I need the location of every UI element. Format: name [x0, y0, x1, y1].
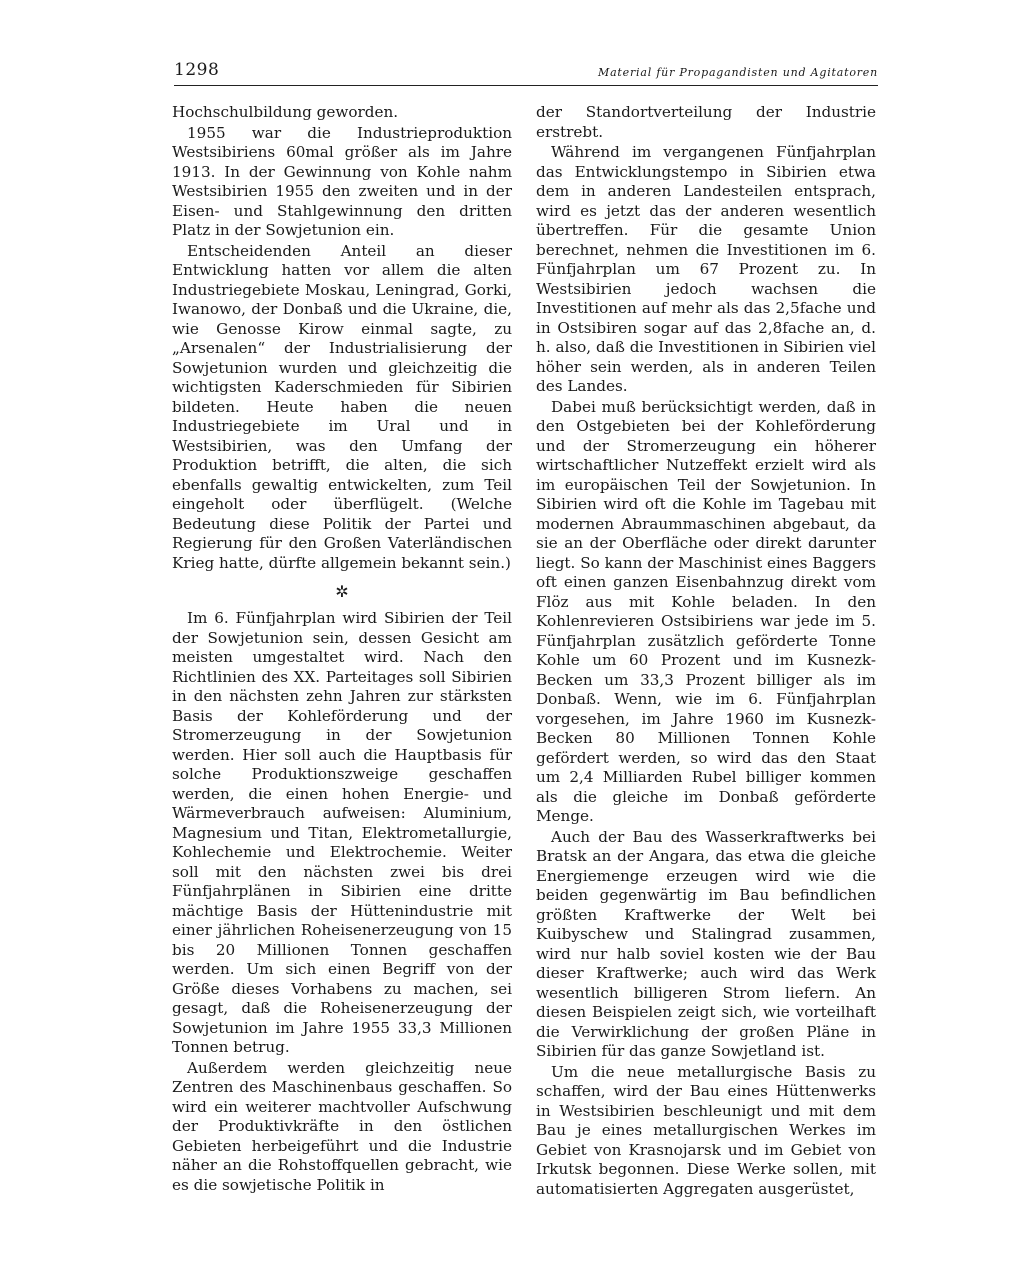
paragraph: Entscheidenden Anteil an dieser Entwicklung hatten vor allem die alten Industriegebiete Moskau, Leningrad, Gorki, Iwanowo, der Donbaß und die Ukraine, die, wie Genosse Kirow einmal sagte, zu „Arsenalen“ der Industrialisierung der Sowjetunion wurden und gleichzeitig die wichtigsten Kaderschmieden für Sibirien bildeten. Heute haben die neuen Industriegebiete im Ural und in Westsibirien, was den Umfang der Produktion betrifft, die alten, die sich ebenfalls gewaltig entwickelten, zum Teil eingeholt oder überflügelt. (Welche Bedeutung diese Politik der Partei und Regierung für den Großen Vaterländischen Krieg hatte, dürfte allgemein bekannt sein.)	[172, 241, 512, 572]
paragraph: der Standortverteilung der Industrie erstrebt.	[536, 103, 876, 141]
header-rule	[174, 85, 878, 86]
paragraph: Außerdem werden gleichzeitig neue Zentren des Maschinenbaus geschaffen. So wird ein weiterer machtvoller Aufschwung der Produktivkräfte in den östlichen Gebieten herbeigeführt und die Industrie näher an die Rohstoffquellen gebracht, wie es die sowjetische Politik in	[172, 1058, 512, 1194]
paragraph: Auch der Bau des Wasserkraftwerks bei Bratsk an der Angara, das etwa die gleiche Energiemenge erzeugen wird wie die beiden gegenwärtig im Bau befindlichen größten Kraftwerke der Welt bei Kuibyschew und Stalingrad zusammen, wird nur halb soviel kosten wie der Bau dieser Kraftwerke; auch wird das Werk wesentlich billigeren Strom liefern. An diesen Beispielen zeigt sich, wie vorteilhaft die Verwirklichung der großen Pläne in Sibirien für das ganze Sowjetland ist.	[536, 827, 876, 1060]
paragraph: Um die neue metallurgische Basis zu schaffen, wird der Bau eines Hüttenwerks in Westsibirien beschleunigt und mit dem Bau je eines metallurgischen Werkes im Gebiet von Krasnojarsk und im Gebiet von Irkutsk begonnen. Diese Werke sollen, mit automatisierten Aggregaten ausgerüstet,	[536, 1062, 876, 1198]
paragraph: Während im vergangenen Fünfjahrplan das Entwicklungstempo in Sibirien etwa dem in anderen Landesteilen entsprach, wird es jetzt das der anderen wesentlich übertreffen. Für die gesamte Union berechnet, nehmen die Investitionen im 6. Fünfjahrplan um 67 Prozent zu. In Westsibirien jedoch wachsen die Investitionen auf mehr als das 2,5fache und in Ostsibiren sogar auf das 2,8fache an, d. h. also, daß die Investitionen in Sibirien viel höher sein werden, als in anderen Teilen des Landes.	[536, 143, 876, 395]
left-column	[172, 103, 512, 1195]
paragraph: Dabei muß berücksichtigt werden, daß in den Ostgebieten bei der Kohleförderung und der Stromerzeugung ein höherer wirtschaftlicher Nutzeffekt erzielt wird als im europäischen Teil der Sowjetunion. In Sibirien wird oft die Kohle im Tagebau mit modernen Abraummaschinen abgebaut, da sie an der Oberfläche oder direkt darunter liegt. So kann der Maschinist eines Baggers oft einen ganzen Eisenbahnzug direkt vom Flöz aus mit Kohle beladen. In den Kohlenrevieren Ostsibiriens war jede im 5. Fünfjahrplan zusätzlich geförderte Tonne Kohle um 60 Prozent und im Kusnezk-Becken um 33,3 Prozent billiger als im Donbaß. Wenn, wie im 6. Fünfjahrplan vorgesehen, im Jahre 1960 im Kusnezk-Becken 80 Millionen Tonnen Kohle gefördert werden, so wird das den Staat um 2,4 Milliarden Rubel billiger kommen als die gleiche im Donbaß geförderte Menge.	[536, 397, 876, 825]
page-number: 1298	[174, 60, 220, 80]
running-title: Material für Propagandisten und Agitatoren	[598, 66, 878, 79]
paragraph: 1955 war die Industrieproduktion Westsibiriens 60mal größer als im Jahre 1913. In der Gewinnung von Kohle nahm Westsibirien 1955 den zweiten und in der Eisen- und Stahlgewinnung den dritten Platz in der Sowjetunion ein.	[172, 123, 512, 239]
paragraph: Im 6. Fünfjahrplan wird Sibirien der Teil der Sowjetunion sein, dessen Gesicht am meisten umgestaltet wird. Nach den Richtlinien des XX. Parteitages soll Sibirien in den nächsten zehn Jahren zur stärksten Basis der Kohleförderung und der Stromerzeugung in der Sowjetunion werden. Hier soll auch die Hauptbasis für solche Produktionszweige geschaffen werden, die einen hohen Energie- und Wärmeverbrauch aufweisen: Aluminium, Magnesium und Titan, Elektrometallurgie, Kohlechemie und Elektrochemie. Weiter soll mit den nächsten zwei bis drei Fünfjahrplänen in Sibirien eine dritte mächtige Basis der Hüttenindustrie mit einer jährlichen Roheisenerzeugung von 15 bis 20 Millionen Tonnen geschaffen werden. Um sich einen Begriff von der Größe dieses Vorhabens zu machen, sei gesagt, daß die Roheisenerzeugung der Sowjetunion im Jahre 1955 33,3 Millionen Tonnen betrug.	[172, 609, 512, 1056]
section-separator: ✲	[335, 582, 349, 601]
right-column	[536, 103, 876, 1199]
paragraph: Hochschulbildung geworden.	[172, 103, 399, 121]
